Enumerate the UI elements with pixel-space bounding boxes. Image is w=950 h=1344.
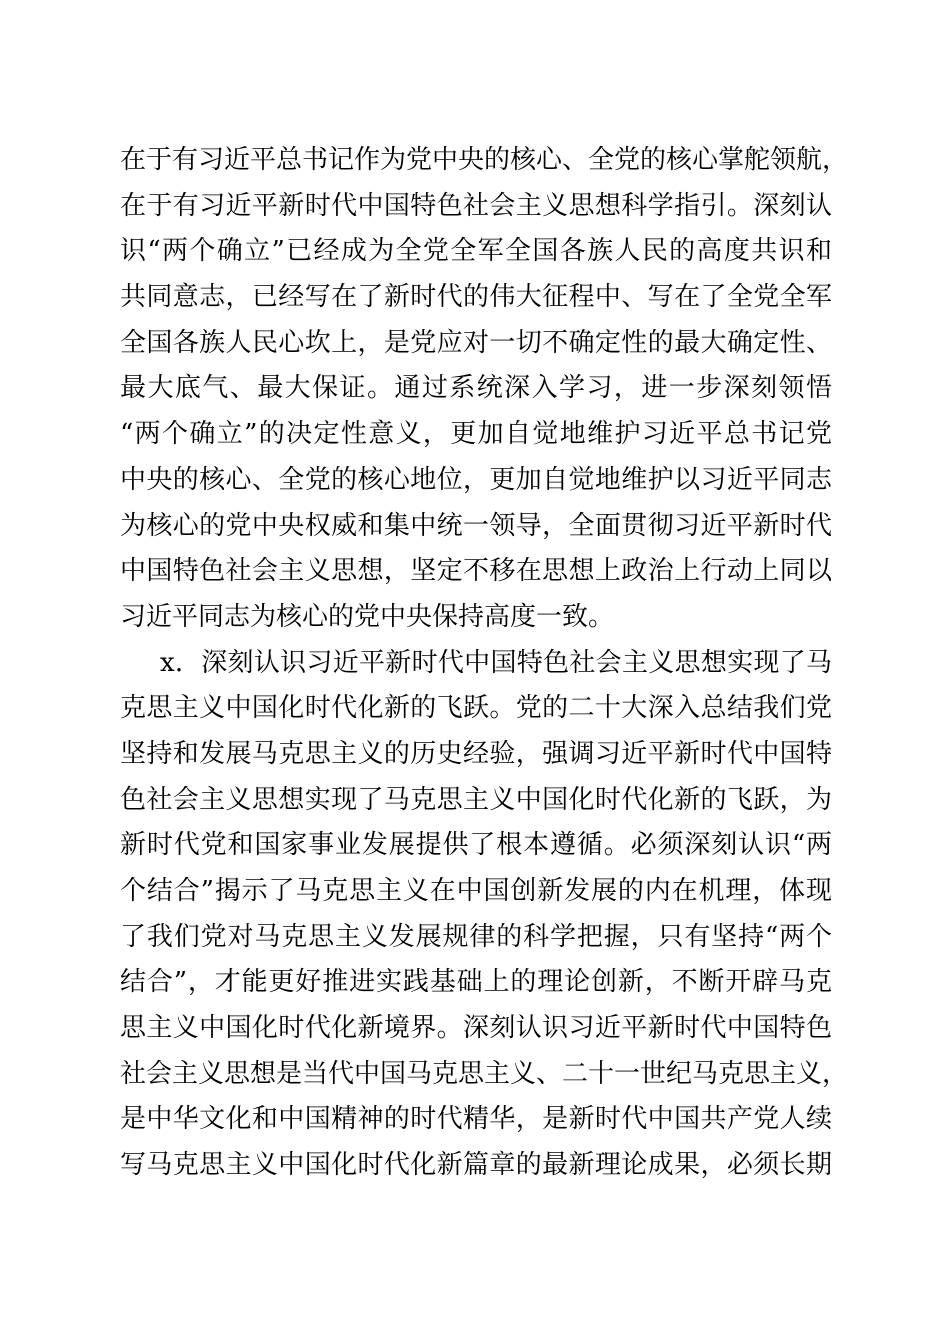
text-line: 写马克思主义中国化时代化新篇章的最新理论成果，必须长期 (120, 1150, 832, 1181)
text-line: 社会主义思想是当代中国马克思主义、二十一世纪马克思主义， (120, 1058, 849, 1089)
text-line: 克思主义中国化时代化新的飞跃。党的二十大深入总结我们党 (120, 693, 832, 724)
text-line: 新时代党和国家事业发展提供了根本遵循。必须深刻认识“两 (120, 830, 832, 861)
text-line: 全国各族人民心坎上，是党应对一切不确定性的最大确定性、 (120, 327, 832, 358)
text-line: 在于有习近平新时代中国特色社会主义思想科学指引。深刻认 (120, 190, 832, 221)
text-line: 坚持和发展马克思主义的历史经验，强调习近平新时代中国特 (120, 738, 832, 769)
text-line: “两个确立”的决定性意义，更加自觉地维护习近平总书记党 (120, 419, 832, 450)
paragraph-end-line: 习近平同志为核心的党中央保持高度一致。 (120, 601, 615, 632)
text-line: 最大底气、最大保证。通过系统深入学习，进一步深刻领悟 (120, 373, 832, 404)
text-line: 中央的核心、全党的核心地位，更加自觉地维护以习近平同志 (120, 464, 832, 495)
text-line: 个结合”揭示了马克思主义在中国创新发展的内在机理，体现 (120, 876, 832, 906)
text-line: 识“两个确立”已经成为全党全军全国各族人民的高度共识和 (120, 236, 832, 267)
text-line: 思主义中国化时代化新境界。深刻认识习近平新时代中国特色 (120, 1013, 832, 1044)
section-heading-line: x．深刻认识习近平新时代中国特色社会主义思想实现了马 (160, 647, 832, 678)
text-line: 共同意志，已经写在了新时代的伟大征程中、写在了全党全军 (120, 282, 832, 313)
text-line: 是中华文化和中国精神的时代精华，是新时代中国共产党人续 (120, 1104, 832, 1135)
body-text (120, 138, 849, 1189)
text-line: 了我们党对马克思主义发展规律的科学把握，只有坚持“两个 (120, 921, 832, 952)
text-line: 结合”，才能更好推进实践基础上的理论创新，不断开辟马克 (120, 967, 832, 998)
text-line: 在于有习近平总书记作为党中央的核心、全党的核心掌舵领航， (120, 145, 849, 175)
text-line: 色社会主义思想实现了马克思主义中国化时代化新的飞跃，为 (120, 784, 832, 815)
text-line: 中国特色社会主义思想，坚定不移在思想上政治上行动上同以 (120, 556, 832, 587)
text-line: 为核心的党中央权威和集中统一领导，全面贯彻习近平新时代 (120, 510, 832, 541)
